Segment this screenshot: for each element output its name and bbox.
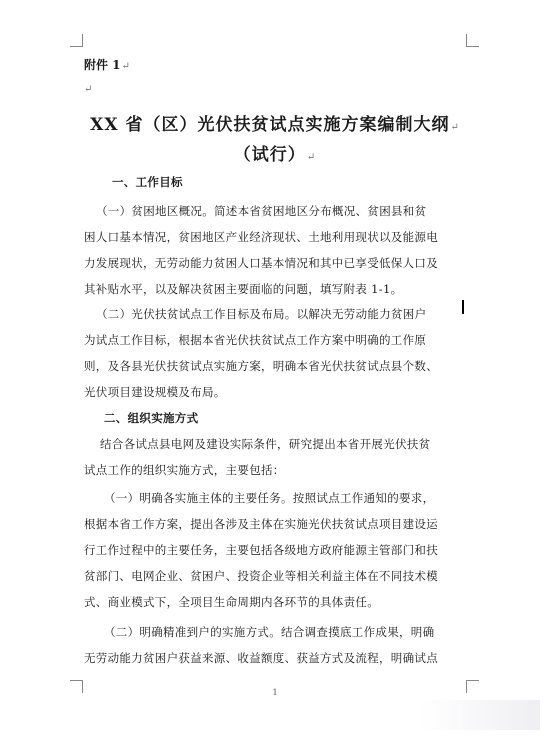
body-line: 为试点工作目标，根据本省光伏扶贫试点工作方案中明确的工作原	[84, 333, 427, 347]
title-line-2: （试行）	[233, 145, 306, 165]
attachment-label	[84, 56, 130, 73]
text-cursor	[462, 300, 464, 314]
body-line: （一）明确各实施主体的主要任务。按照试点工作通知的要求，	[104, 491, 435, 505]
document-subtitle	[0, 140, 550, 165]
body-line: 行工作过程中的主要任务，主要包括各级地方政府能源主管部门和扶	[84, 543, 438, 557]
body-line: （一）贫困地区概况。简述本省贫困地区分布概况、贫困县和贫	[96, 204, 427, 218]
attachment-label-text: 附件 1	[84, 58, 121, 72]
body-line: 力发展现状，无劳动能力贫困人口基本情况和其中已享受低保人口及	[84, 256, 438, 270]
body-line: 式、商业模式下，全项目生命周期内各环节的具体责任。	[84, 595, 379, 609]
paragraph-mark-empty-line: ↵	[84, 84, 93, 95]
body-line: 结合各试点县电网及建设实际条件，研究提出本省开展光伏扶贫	[100, 437, 431, 451]
crop-mark-top-right	[466, 34, 479, 47]
body-line: （二）光伏扶贫试点工作目标及布局。以解决无劳动能力贫困户	[96, 307, 427, 321]
paragraph-mark: ↵	[121, 61, 130, 72]
watermark-fade	[420, 700, 540, 730]
body-line: 则，及各县光伏扶贫试点实施方案，明确本省光伏扶贫试点县个数、	[84, 359, 438, 373]
section-heading-2: 二、组织实施方式	[104, 411, 199, 425]
body-line: （二）明确精准到户的实施方式。结合调查摸底工作成果，明确	[104, 625, 435, 639]
document-title	[0, 110, 550, 135]
paragraph-mark: ↵	[306, 152, 317, 163]
page-number: 1	[272, 688, 278, 697]
body-line: 光伏项目建设规模及布局。	[84, 385, 226, 399]
body-line: 无劳动能力贫困户获益来源、收益额度、获益方式及流程，明确试点	[84, 651, 438, 665]
body-line: 试点工作的组织实施方式，主要包括：	[84, 463, 285, 477]
crop-mark-top-left	[70, 34, 83, 47]
paragraph-mark: ↵	[450, 122, 460, 133]
section-heading-1: 一、工作目标	[112, 175, 183, 189]
body-line: 其补贴水平，以及解决贫困主要面临的问题，填写附表 1-1。	[84, 282, 403, 296]
body-line: 贫部门、电网企业、贫困户、投资企业等相关利益主体在不同技术模	[84, 569, 438, 583]
body-line: 困人口基本情况，贫困地区产业经济现状、土地利用现状以及能源电	[84, 230, 438, 244]
title-line-1: XX 省（区）光伏扶贫试点实施方案编制大纲	[90, 115, 450, 135]
body-line: 根据本省工作方案，提出各涉及主体在实施光伏扶贫试点项目建设运	[84, 517, 438, 531]
